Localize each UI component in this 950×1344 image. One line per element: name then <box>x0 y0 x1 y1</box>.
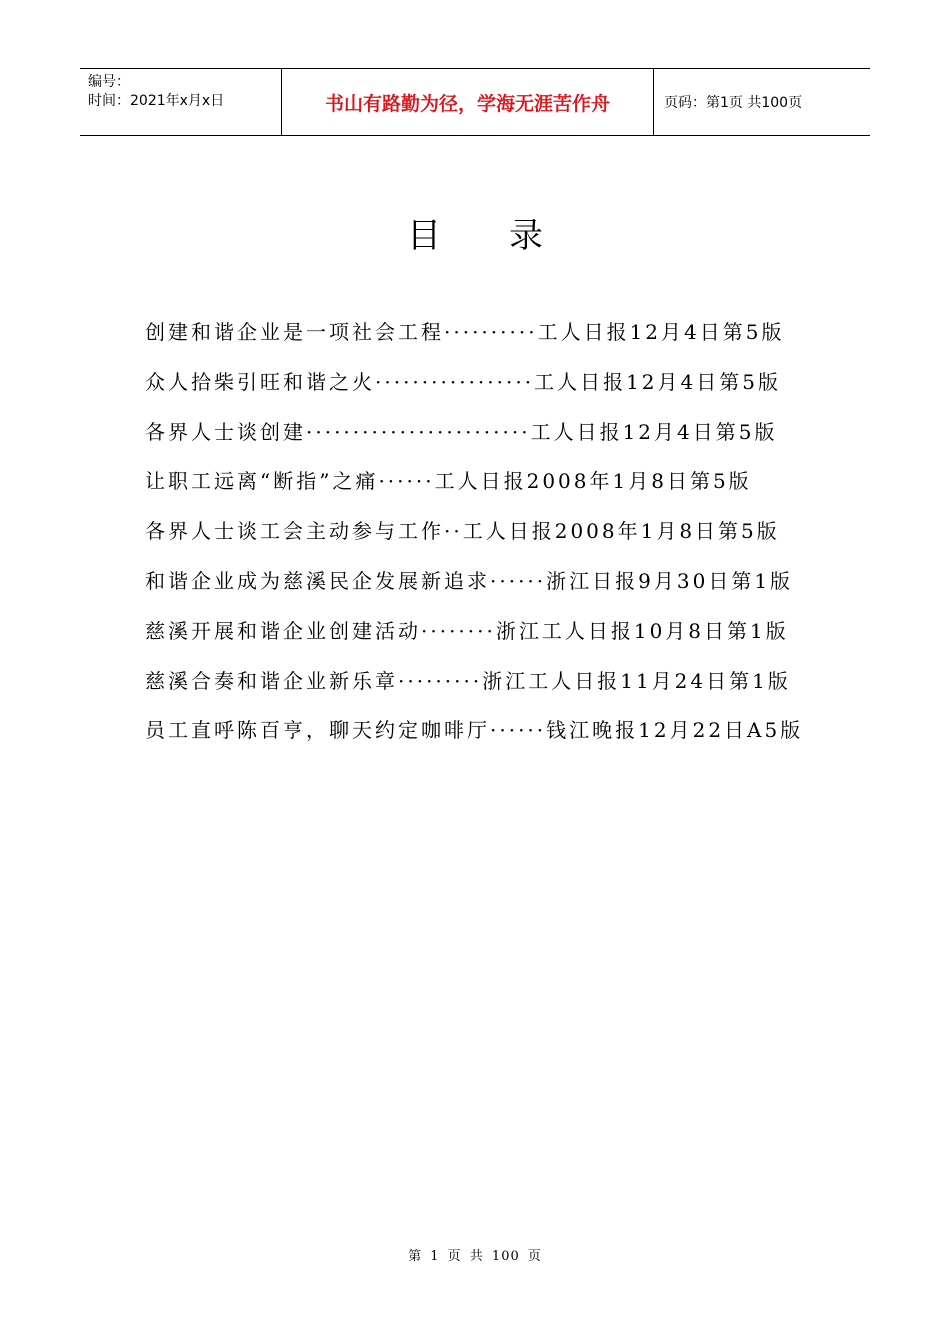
header-number: 编号： <box>88 74 130 90</box>
toc-entry[interactable]: 众人拾柴引旺和谐之火·················工人日报12月4日第5版 <box>145 369 781 394</box>
toc-entry[interactable]: 慈溪合奏和谐企业新乐章·········浙江工人日报11月24日第1版 <box>145 668 791 693</box>
toc-entry[interactable]: 和谐企业成为慈溪民企发展新追求······浙江日报9月30日第1版 <box>145 568 794 593</box>
header-motto: 书山有路勤为径，学海无涯苦作舟 <box>282 69 654 135</box>
toc-entry[interactable]: 员工直呼陈百亨，聊天约定咖啡厅······钱江晚报12月22日A5版 <box>145 718 804 743</box>
page-header <box>80 68 870 136</box>
toc-entry[interactable]: 创建和谐企业是一项社会工程··········工人日报12月4日第5版 <box>145 320 785 344</box>
header-page-info: 页码：第1页 共100页 <box>664 95 803 111</box>
table-of-contents <box>145 308 805 756</box>
toc-entry[interactable]: 让职工远离“断指”之痛······工人日报2008年1月8日第5版 <box>145 469 752 494</box>
toc-entry[interactable]: 各界人士谈工会主动参与工作··工人日报2008年1月8日第5版 <box>145 519 780 544</box>
document-title: 目录 <box>407 216 611 256</box>
toc-entry[interactable]: 慈溪开展和谐企业创建活动········浙江工人日报10月8日第1版 <box>145 618 789 643</box>
page-footer: 第 1 页 共 100 页 <box>408 1249 542 1264</box>
toc-entry[interactable]: 各界人士谈创建························工人日报12月4日第5版 <box>145 419 778 444</box>
header-time: 时间：2021年x月x日 <box>88 93 225 109</box>
header-meta <box>80 69 282 135</box>
